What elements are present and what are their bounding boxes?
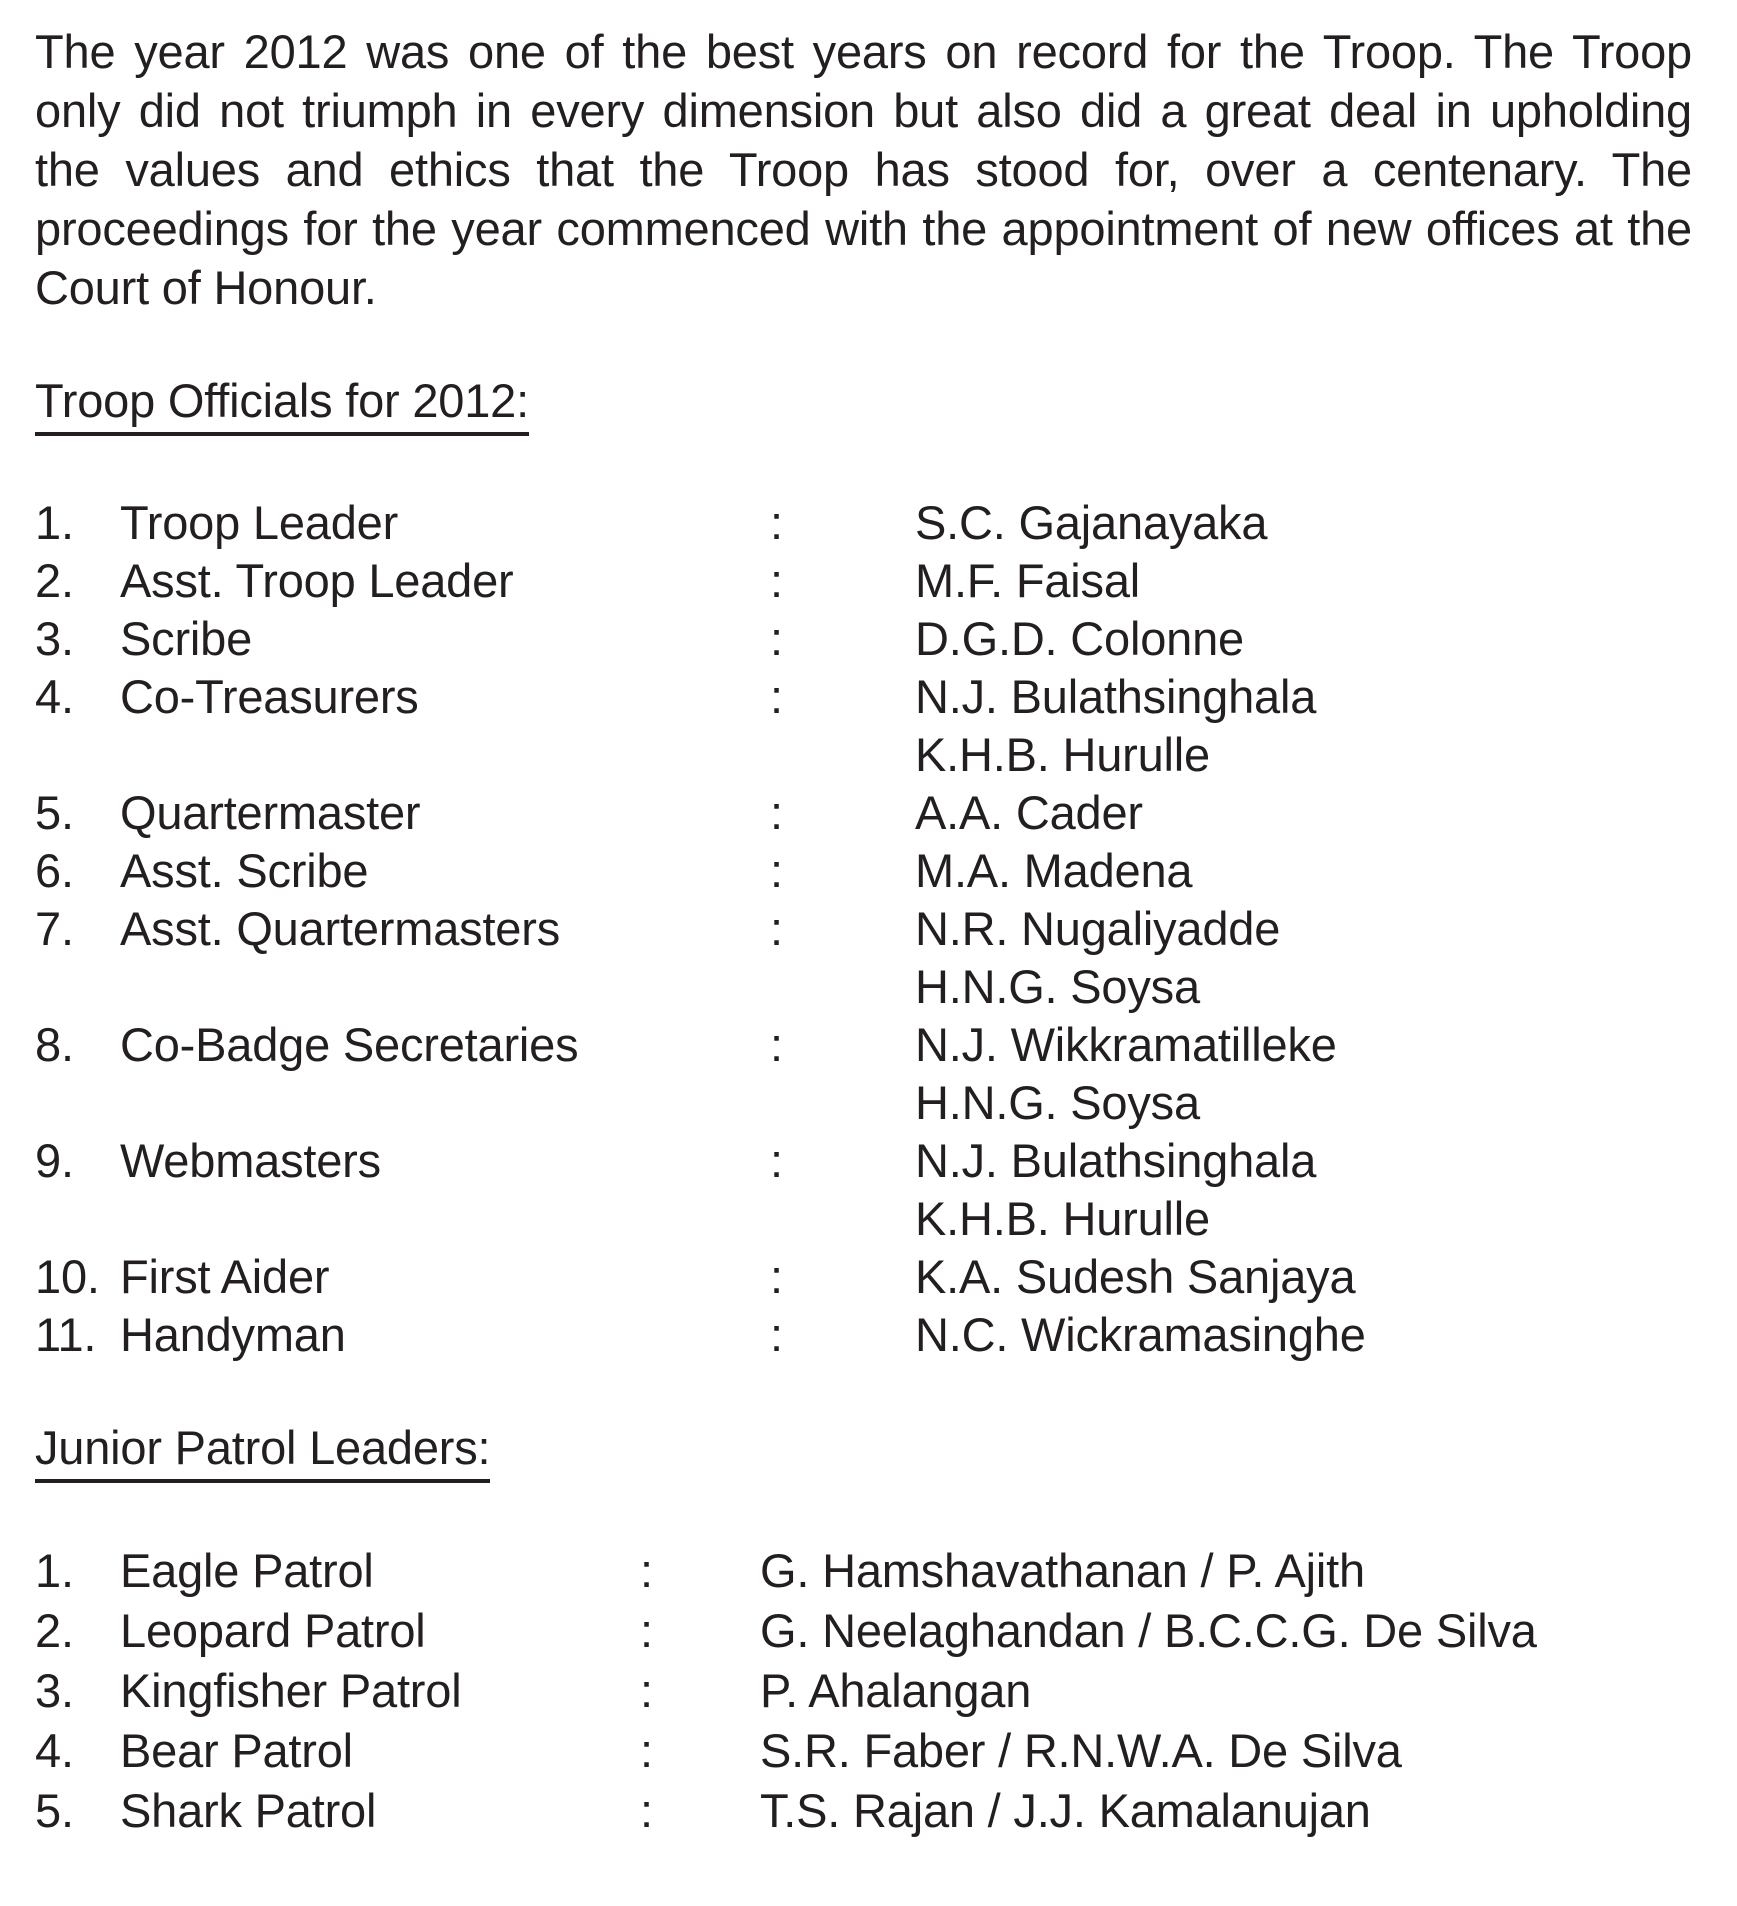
row-number: 1. <box>35 496 74 549</box>
name-line: K.A. Sudesh Sanjaya <box>915 1250 1356 1303</box>
name-line: M.F. Faisal <box>915 554 1140 607</box>
row-label: Quartermaster <box>120 786 421 839</box>
row-names <box>915 552 1692 610</box>
name-line: D.G.D. Colonne <box>915 612 1244 665</box>
patrol-row <box>35 1541 1692 1601</box>
row-number: 4. <box>35 1724 74 1777</box>
row-number: 5. <box>35 786 74 839</box>
row-number: 9. <box>35 1134 74 1187</box>
patrol-row <box>35 1721 1692 1781</box>
row-label: Asst. Troop Leader <box>120 554 514 607</box>
row-colon: : <box>770 902 783 955</box>
row-number: 7. <box>35 902 74 955</box>
row-names <box>915 1248 1692 1306</box>
row-colon: : <box>770 670 783 723</box>
row-names <box>760 1601 1692 1661</box>
row-names <box>760 1541 1692 1601</box>
row-label: Asst. Scribe <box>120 844 369 897</box>
name-line: S.C. Gajanayaka <box>915 496 1268 549</box>
row-number: 5. <box>35 1784 74 1837</box>
name-line: K.H.B. Hurulle <box>915 1192 1210 1245</box>
row-label: Leopard Patrol <box>120 1604 426 1657</box>
row-colon: : <box>770 844 783 897</box>
row-number: 4. <box>35 670 74 723</box>
name-line: K.H.B. Hurulle <box>915 728 1210 781</box>
officials-section-heading: Troop Officials for 2012: <box>35 375 529 436</box>
official-row <box>35 610 1692 668</box>
patrol-row <box>35 1781 1692 1841</box>
name-line: M.A. Madena <box>915 844 1193 897</box>
row-label: Co-Treasurers <box>120 670 419 723</box>
official-row <box>35 1016 1692 1132</box>
row-colon: : <box>770 554 783 607</box>
row-number: 6. <box>35 844 74 897</box>
name-line: N.C. Wickramasinghe <box>915 1308 1366 1361</box>
row-colon: : <box>770 612 783 665</box>
official-row <box>35 784 1692 842</box>
name-line: N.J. Bulathsinghala <box>915 1134 1317 1187</box>
row-number: 10. <box>35 1250 100 1303</box>
row-names <box>760 1661 1692 1721</box>
patrols-heading-wrap <box>35 1422 1692 1483</box>
row-label: Scribe <box>120 612 253 665</box>
intro-paragraph: The year 2012 was one of the best years on record for the Troop. The Troop only did not triumph in every dimension but also did a great deal in upholding the values and ethics that the Troop has stood for, over a centenary. The proceedings for the year commenced with the appointment of new offices at the Court of Honour. <box>35 25 1692 314</box>
row-colon: : <box>770 786 783 839</box>
row-colon: : <box>640 1724 653 1777</box>
patrols-section-heading: Junior Patrol Leaders: <box>35 1422 490 1483</box>
name-line: G. Hamshavathanan / P. Ajith <box>760 1544 1365 1597</box>
row-colon: : <box>640 1604 653 1657</box>
officials-list <box>35 494 1692 1364</box>
name-line: T.S. Rajan / J.J. Kamalanujan <box>760 1784 1371 1837</box>
officials-heading-wrap <box>35 375 1692 436</box>
row-names <box>915 1016 1692 1132</box>
row-label: Handyman <box>120 1308 346 1361</box>
row-colon: : <box>770 496 783 549</box>
row-label: Webmasters <box>120 1134 381 1187</box>
row-number: 8. <box>35 1018 74 1071</box>
row-names <box>915 668 1692 784</box>
official-row <box>35 1248 1692 1306</box>
name-line: H.N.G. Soysa <box>915 1076 1200 1129</box>
row-colon: : <box>640 1784 653 1837</box>
official-row <box>35 1306 1692 1364</box>
row-number: 2. <box>35 554 74 607</box>
row-label: Bear Patrol <box>120 1724 353 1777</box>
patrols-list <box>35 1541 1692 1841</box>
row-names <box>915 1306 1692 1364</box>
name-line: N.J. Bulathsinghala <box>915 670 1317 723</box>
row-number: 2. <box>35 1604 74 1657</box>
official-row <box>35 668 1692 784</box>
patrol-row <box>35 1661 1692 1721</box>
official-row <box>35 842 1692 900</box>
name-line: G. Neelaghandan / B.C.C.G. De Silva <box>760 1604 1537 1657</box>
row-number: 3. <box>35 1664 74 1717</box>
row-label: Kingfisher Patrol <box>120 1664 462 1717</box>
row-colon: : <box>770 1134 783 1187</box>
row-colon: : <box>640 1664 653 1717</box>
row-colon: : <box>770 1308 783 1361</box>
name-line: A.A. Cader <box>915 786 1143 839</box>
row-label: Shark Patrol <box>120 1784 377 1837</box>
row-names <box>915 1132 1692 1248</box>
row-number: 3. <box>35 612 74 665</box>
official-row <box>35 494 1692 552</box>
row-label: First Aider <box>120 1250 330 1303</box>
name-line: N.R. Nugaliyadde <box>915 902 1281 955</box>
name-line: P. Ahalangan <box>760 1664 1032 1717</box>
patrol-row <box>35 1601 1692 1661</box>
row-colon: : <box>770 1018 783 1071</box>
name-line: S.R. Faber / R.N.W.A. De Silva <box>760 1724 1402 1777</box>
row-names <box>915 900 1692 1016</box>
row-names <box>915 784 1692 842</box>
row-label: Eagle Patrol <box>120 1544 374 1597</box>
row-names <box>915 842 1692 900</box>
name-line: H.N.G. Soysa <box>915 960 1200 1013</box>
row-number: 11. <box>35 1308 97 1361</box>
row-label: Asst. Quartermasters <box>120 902 560 955</box>
row-label: Troop Leader <box>120 496 399 549</box>
official-row <box>35 900 1692 1016</box>
row-names <box>760 1781 1692 1841</box>
row-names <box>915 610 1692 668</box>
row-number: 1. <box>35 1544 74 1597</box>
row-colon: : <box>640 1544 653 1597</box>
row-names <box>915 494 1692 552</box>
row-names <box>760 1721 1692 1781</box>
name-line: N.J. Wikkramatilleke <box>915 1018 1337 1071</box>
official-row <box>35 1132 1692 1248</box>
official-row <box>35 552 1692 610</box>
row-label: Co-Badge Secretaries <box>120 1018 579 1071</box>
row-colon: : <box>770 1250 783 1303</box>
